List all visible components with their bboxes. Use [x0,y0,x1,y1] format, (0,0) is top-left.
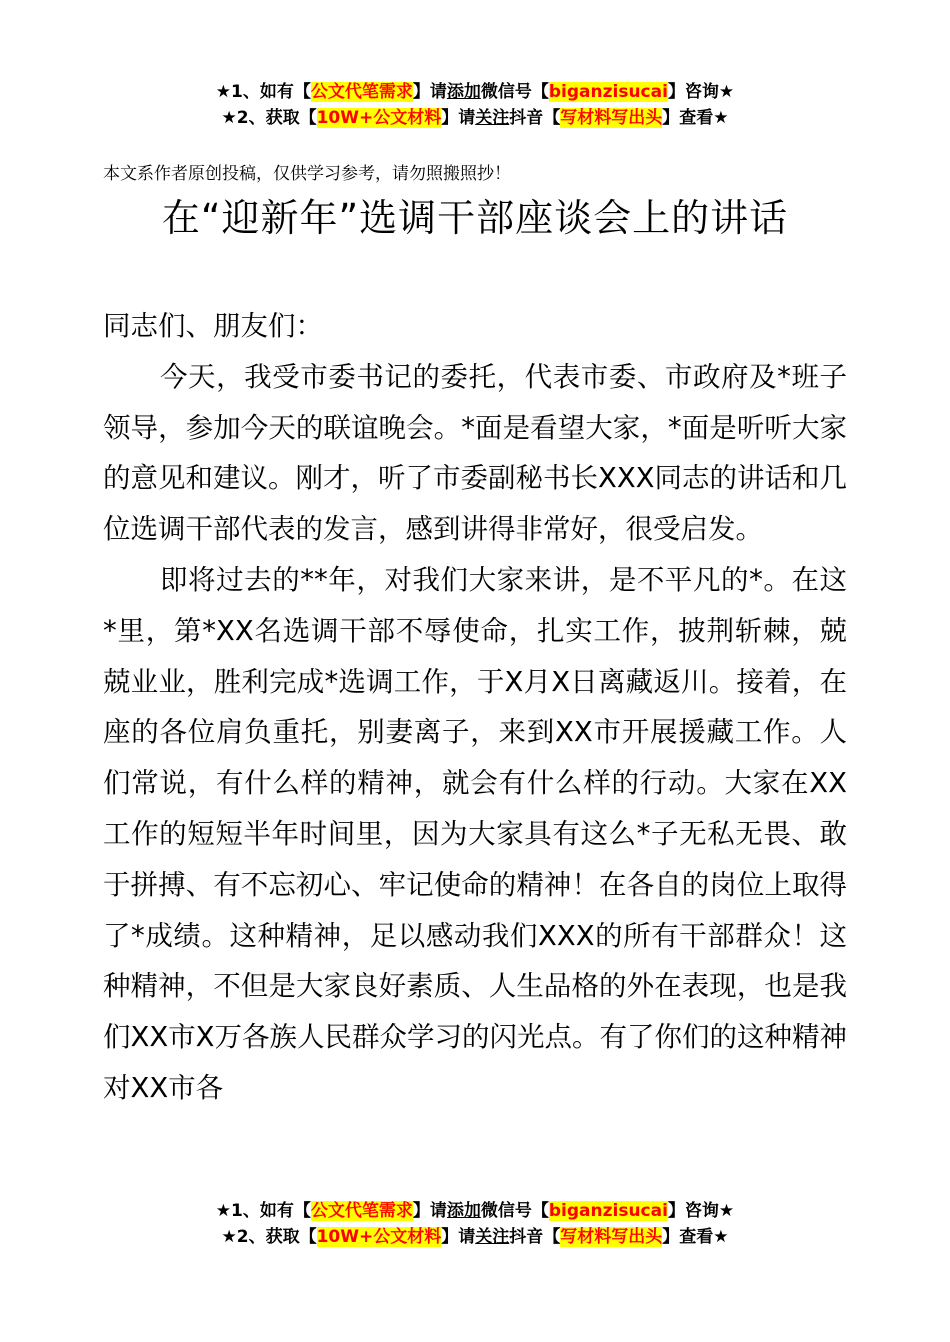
banner-line-1: ★1、如有【公文代笔需求】请添加微信号【biganzisucai】咨询★ [215,82,735,102]
highlight-service: 公文代笔需求 [310,82,413,102]
document-title: 在“迎新年”选调干部座谈会上的讲话 [161,196,789,240]
paragraph-1: 今天，我受市委书记的委托，代表市委、市政府及*班子领导，参加今天的联谊晚会。*面是看望大家，*面是听听大家的意见和建议。刚才，听了市委副秘书长XXX同志的讲话和几位选调干部代表的发言，感到讲得非常好，很受启发。 [103,360,848,546]
highlight-materials: 10W+公文材料 [316,108,442,128]
footer-banner [0,1198,950,1250]
salutation: 同志们、朋友们： [103,310,323,342]
highlight-douyin: 写材料写出头 [560,108,663,128]
header-banner [0,79,950,131]
highlight-douyin: 写材料写出头 [560,1227,663,1247]
banner-line-2: ★2、获取【10W+公文材料】请关注抖音【写材料写出头】查看★ [221,108,729,128]
highlight-wechat-id: biganzisucai [548,1201,668,1221]
highlight-materials: 10W+公文材料 [316,1227,442,1247]
document-body [103,301,847,1114]
author-note: 本文系作者原创投稿，仅供学习参考，请勿照搬照抄！ [103,164,511,184]
paragraph-2: 即将过去的**年，对我们大家来讲，是不平凡的*。在这*里，第*XX名选调干部不辱使命，扎实工作，披荆斩棘，兢兢业业，胜利完成*选调工作，于X月X日离藏返川。接着，在座的各位肩负重托，别妻离子，来到XX市开展援藏工作。人们常说，有什么样的精神，就会有什么样的行动。大家在XX工作的短短半年时间里，因为大家具有这么*子无私无畏、敢于拼搏、有不忘初心、牢记使命的精神！在各自的岗位上取得了*成绩。这种精神，足以感动我们XXX的所有干部群众！这种精神，不但是大家良好素质、人生品格的外在表现，也是我们XX市X万各族人民群众学习的闪光点。有了你们的这种精神对XX市各 [103,563,848,1104]
banner-line-1: ★1、如有【公文代笔需求】请添加微信号【biganzisucai】咨询★ [215,1201,735,1221]
highlight-service: 公文代笔需求 [310,1201,413,1221]
highlight-wechat-id: biganzisucai [548,82,668,102]
banner-line-2: ★2、获取【10W+公文材料】请关注抖音【写材料写出头】查看★ [221,1227,729,1247]
